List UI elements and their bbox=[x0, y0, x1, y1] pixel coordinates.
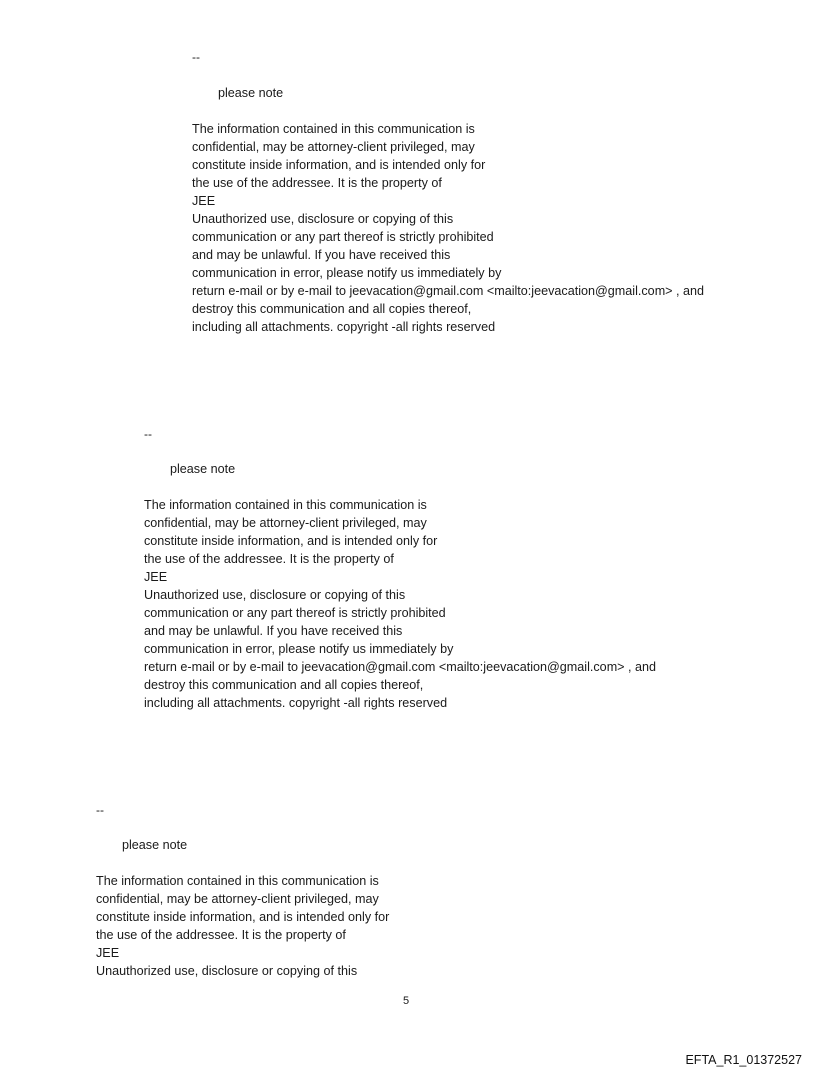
text-line: constitute inside information, and is intended only for bbox=[144, 534, 438, 548]
text-line: return e-mail or by e-mail to jeevacation@gmail.com <mailto:jeevacation@gmail.com> , and bbox=[144, 660, 657, 674]
text-line: communication in error, please notify us immediately by bbox=[192, 266, 502, 280]
text-line: the use of the addressee. It is the property of bbox=[192, 176, 442, 190]
text-line: confidential, may be attorney-client privileged, may bbox=[192, 140, 475, 154]
text-line: communication in error, please notify us immediately by bbox=[144, 642, 454, 656]
text-line: and may be unlawful. If you have received this bbox=[192, 248, 451, 262]
text-line: The information contained in this communication is bbox=[192, 122, 475, 136]
bates-number: EFTA_R1_01372527 bbox=[685, 1053, 802, 1067]
text-line: constitute inside information, and is intended only for bbox=[192, 158, 486, 172]
text-line: including all attachments. copyright -all rights reserved bbox=[144, 696, 448, 710]
separator-dashes: -- bbox=[96, 803, 104, 817]
text-line: confidential, may be attorney-client privileged, may bbox=[144, 516, 427, 530]
text-line: the use of the addressee. It is the property of bbox=[96, 928, 346, 942]
text-line: The information contained in this communication is bbox=[96, 874, 379, 888]
text-line: The information contained in this communication is bbox=[144, 498, 427, 512]
text-line: JEE bbox=[144, 570, 168, 584]
text-line: destroy this communication and all copies thereof, bbox=[192, 302, 472, 316]
text-line: Unauthorized use, disclosure or copying of this bbox=[144, 588, 406, 602]
separator-dashes: -- bbox=[144, 427, 152, 441]
note-heading: please note bbox=[218, 86, 284, 100]
page-number: 5 bbox=[403, 995, 410, 1007]
text-line: including all attachments. copyright -all rights reserved bbox=[192, 320, 496, 334]
note-heading: please note bbox=[170, 462, 236, 476]
text-line: JEE bbox=[96, 946, 120, 960]
text-line: and may be unlawful. If you have received this bbox=[144, 624, 403, 638]
text-line: the use of the addressee. It is the property of bbox=[144, 552, 394, 566]
text-line: Unauthorized use, disclosure or copying of this bbox=[96, 964, 358, 978]
text-line: communication or any part thereof is strictly prohibited bbox=[144, 606, 446, 620]
text-line: return e-mail or by e-mail to jeevacation@gmail.com <mailto:jeevacation@gmail.com> , and bbox=[192, 284, 705, 298]
text-line: Unauthorized use, disclosure or copying of this bbox=[192, 212, 454, 226]
separator-dashes: -- bbox=[192, 50, 200, 64]
text-line: constitute inside information, and is intended only for bbox=[96, 910, 390, 924]
text-line: JEE bbox=[192, 194, 216, 208]
text-line: communication or any part thereof is strictly prohibited bbox=[192, 230, 494, 244]
text-line: confidential, may be attorney-client privileged, may bbox=[96, 892, 379, 906]
text-line: destroy this communication and all copies thereof, bbox=[144, 678, 424, 692]
note-heading: please note bbox=[122, 838, 188, 852]
